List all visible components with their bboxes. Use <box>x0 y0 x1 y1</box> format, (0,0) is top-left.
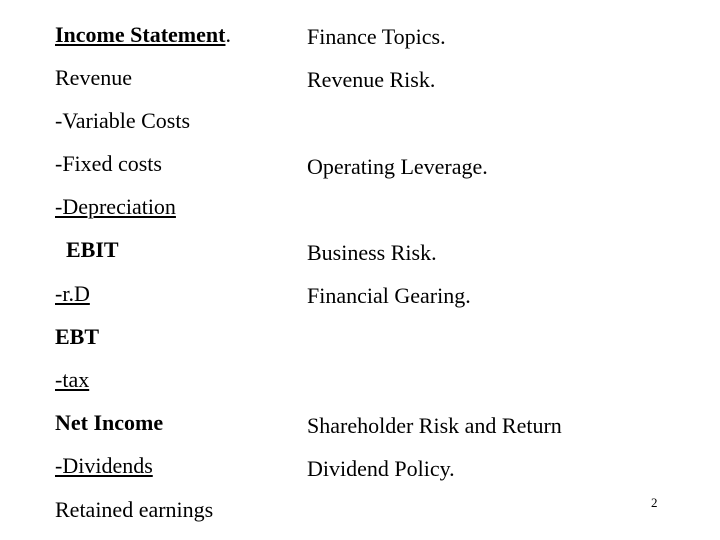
variable-costs-line: -Variable Costs <box>55 108 191 133</box>
fixed-costs-line: -Fixed costs <box>55 151 162 176</box>
depreciation-line: -Depreciation <box>55 194 176 219</box>
revenue-line: Revenue <box>55 65 132 90</box>
shareholder-risk-topic: Shareholder Risk and Return <box>307 413 562 438</box>
income-statement-heading-text: Income Statement <box>55 22 226 47</box>
dividends-line: -Dividends <box>55 453 153 478</box>
business-risk-topic: Business Risk. <box>307 240 437 265</box>
page-number: 2 <box>651 495 658 510</box>
tax-line: -tax <box>55 367 90 392</box>
financial-gearing-topic: Financial Gearing. <box>307 283 471 308</box>
dividend-policy-topic: Dividend Policy. <box>307 456 455 481</box>
rd-line: -r.D <box>55 281 90 306</box>
finance-topics-heading: Finance Topics. <box>307 24 446 49</box>
net-income-line: Net Income <box>55 410 164 435</box>
retained-earnings-line: Retained earnings <box>55 497 214 522</box>
operating-leverage-topic: Operating Leverage. <box>307 154 488 179</box>
ebt-line: EBT <box>55 324 100 349</box>
ebit-line: EBIT <box>66 237 119 262</box>
income-statement-heading-period: . <box>225 22 231 47</box>
income-statement-heading <box>55 22 231 48</box>
revenue-risk-topic: Revenue Risk. <box>307 67 436 92</box>
